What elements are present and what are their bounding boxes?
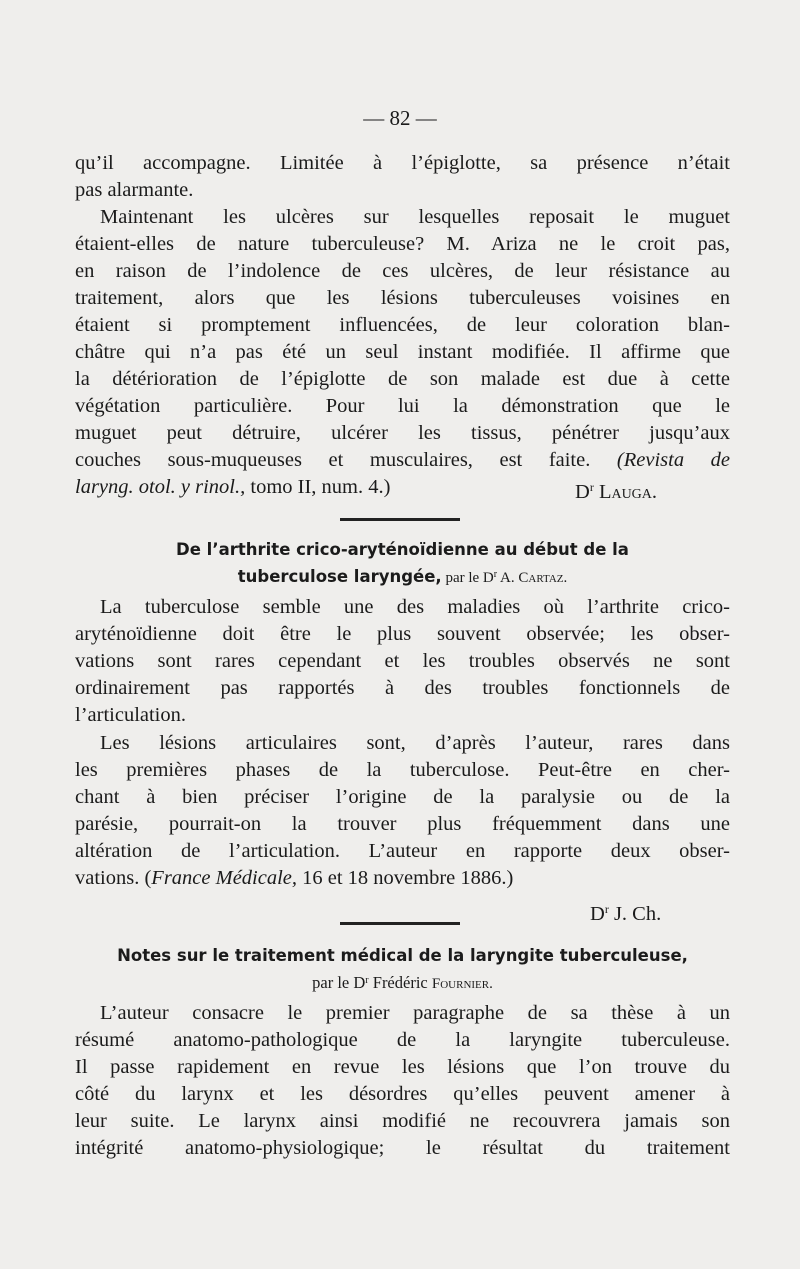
signature-name: Lauga. (593, 481, 658, 503)
byline-sup: r (365, 975, 369, 986)
signature-prefix: D (590, 903, 605, 925)
text-span: 16 et 18 novembre 1886.) (297, 867, 514, 889)
text-line (75, 447, 730, 474)
text-line: La tuberculose semble une des maladies où l’arthrite crico- (100, 596, 730, 618)
heading-line: De l’arthrite crico-aryténoïdienne au début de la (176, 540, 629, 559)
citation-italic: laryng. otol. y rinol., (75, 476, 246, 498)
text-line: la détérioration de l’épiglotte de son malade est due à cette (75, 368, 730, 390)
text-span: tomo II, num. 4.) (245, 476, 391, 498)
text-line: vations sont rares cependant et les troubles observés ne sont (75, 650, 730, 672)
text-line: altération de l’articulation. L’auteur en rapporte deux obser- (75, 840, 730, 862)
text-line: Il passe rapidement en revue les lésions que l’on trouve du (75, 1056, 730, 1078)
paragraph-arthrite-2 (75, 730, 730, 892)
text-line: châtre qui n’a pas été un seul instant modifiée. Il affirme que (75, 341, 730, 363)
text-line: intégrité anatomo-physiologique; le résultat du traitement (75, 1137, 730, 1159)
text-line: chant à bien préciser l’origine de la paralysie ou de la (75, 786, 730, 808)
text-line: ordinairement pas rapportés à des troubles fonctionnels de (75, 677, 730, 699)
paragraph-notes-1 (75, 1000, 730, 1162)
signature-sup: r (604, 902, 609, 916)
signature-name: J. Ch. (608, 903, 662, 925)
text-line: qu’il accompagne. Limitée à l’épiglotte, sa présence n’était (75, 152, 730, 174)
article-heading-arthrite (75, 537, 730, 587)
text-line: parésie, pourrait-on la trouver plus fréquemment dans une (75, 813, 730, 835)
signature-jch (590, 896, 661, 928)
byline (442, 570, 568, 586)
citation-italic: France Médicale, (151, 867, 298, 889)
byline-sup: r (493, 569, 498, 580)
text-line: étaient-elles de nature tuberculeuse? M. Ariza ne le croit pas, (75, 233, 730, 255)
paragraph-ariza (75, 204, 730, 501)
signature-sup: r (589, 480, 594, 494)
section-divider (340, 922, 460, 925)
text-span: vations. ( (75, 867, 152, 889)
text-line: étaient si promptement influencées, de leur coloration blan- (75, 314, 730, 336)
text-line: aryténoïdienne doit être le plus souvent observée; les obser- (75, 623, 730, 645)
heading-text: tuberculose laryngée, (237, 567, 442, 586)
byline (75, 968, 730, 993)
author-first-name: Frédéric (368, 973, 432, 992)
text-line: Les lésions articulaires sont, d’après l’auteur, rares dans (100, 732, 730, 754)
byline-text: par le D (312, 973, 366, 992)
text-line: résumé anatomo-pathologique de la laryngite tuberculeuse. (75, 1029, 730, 1051)
text-line: muguet peut détruire, ulcérer les tissus, pénétrer jusqu’aux (75, 422, 730, 444)
text-line: l’articulation. (75, 704, 186, 726)
text-line: côté du larynx et les désordres qu’elles peuvent amener à (75, 1083, 730, 1105)
text-line: pas alarmante. (75, 179, 194, 201)
signature-lauga (575, 474, 657, 506)
text-line (75, 865, 730, 892)
author-name: A. Cartaz. (497, 570, 568, 586)
text-line: Maintenant les ulcères sur lesquelles reposait le muguet (100, 206, 730, 228)
text-line: en raison de l’indolence de ces ulcères, de leur résistance au (75, 260, 730, 282)
paragraph-arthrite-1 (75, 594, 730, 729)
heading-line (75, 562, 730, 587)
text-line: les premières phases de la tuberculose. Peut-être en cher- (75, 759, 730, 781)
text-line: L’auteur consacre le premier paragraphe de sa thèse à un (100, 1002, 730, 1024)
text-line: leur suite. Le larynx ainsi modifié ne recouvrera jamais son (75, 1110, 730, 1132)
page-number: — 82 — (363, 106, 437, 130)
article-heading-notes (75, 943, 730, 993)
text-line: traitement, alors que les lésions tuberculeuses voisines en (75, 287, 730, 309)
heading-line: Notes sur le traitement médical de la laryngite tuberculeuse, (117, 946, 688, 965)
signature-prefix: D (575, 481, 590, 503)
byline-text: par le D (441, 570, 494, 586)
citation-italic: (Revista de (616, 449, 730, 471)
text-span: couches sous-muqueuses et musculaires, est faite. (75, 449, 617, 471)
text-line: végétation particulière. Pour lui la démonstration que le (75, 395, 730, 417)
author-name: Fournier. (431, 976, 493, 992)
paragraph-continuation (75, 150, 730, 204)
section-divider (340, 518, 460, 521)
